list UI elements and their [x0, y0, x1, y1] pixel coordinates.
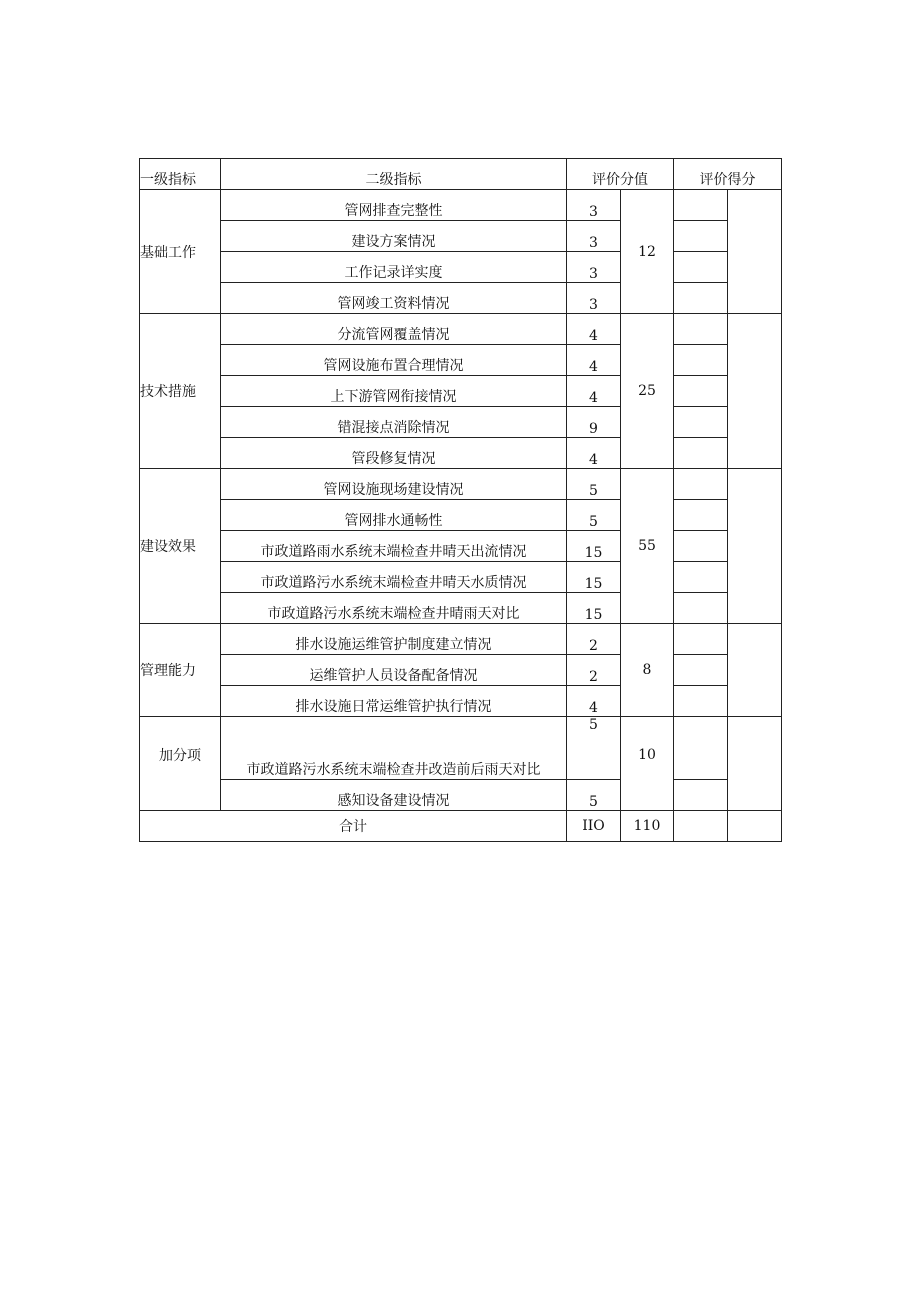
group-got-cell	[728, 624, 782, 717]
item-label: 市政道路污水系统末端检查井晴雨天对比	[221, 593, 567, 624]
header-score-value: 评价分值	[567, 159, 674, 190]
item-label: 错混接点消除情况	[221, 407, 567, 438]
total-score: IIO	[567, 811, 621, 842]
item-score: 2	[567, 655, 621, 686]
group-total: 12	[621, 190, 674, 314]
table-row	[140, 780, 782, 811]
table-row	[140, 686, 782, 717]
total-sum: 110	[621, 811, 674, 842]
group-got-cell	[728, 469, 782, 624]
table-row	[140, 407, 782, 438]
item-score: 5	[567, 500, 621, 531]
item-got-cell	[674, 624, 728, 655]
item-got-cell	[674, 469, 728, 500]
item-label: 分流管网覆盖情况	[221, 314, 567, 345]
item-got-cell	[674, 717, 728, 780]
item-score: 4	[567, 314, 621, 345]
group-name: 技术措施	[140, 314, 221, 469]
item-score: 5	[567, 469, 621, 500]
table-row	[140, 438, 782, 469]
table-row	[140, 252, 782, 283]
table-row	[140, 376, 782, 407]
group-name: 基础工作	[140, 190, 221, 314]
table-row	[140, 500, 782, 531]
item-score: 3	[567, 252, 621, 283]
table-row	[140, 345, 782, 376]
table-row	[140, 655, 782, 686]
total-row	[140, 811, 782, 842]
group-total: 10	[621, 717, 674, 811]
item-label: 运维管护人员设备配备情况	[221, 655, 567, 686]
total-got-cell	[674, 811, 728, 842]
item-score: 15	[567, 593, 621, 624]
item-got-cell	[674, 376, 728, 407]
item-label: 建设方案情况	[221, 221, 567, 252]
group-name: 管理能力	[140, 624, 221, 717]
item-got-cell	[674, 655, 728, 686]
item-got-cell	[674, 562, 728, 593]
group-total: 25	[621, 314, 674, 469]
item-label: 市政道路污水系统末端检查井改造前后雨天对比	[221, 717, 567, 780]
group-got-cell	[728, 314, 782, 469]
item-score: 4	[567, 438, 621, 469]
item-label: 管网竣工资料情况	[221, 283, 567, 314]
item-got-cell	[674, 438, 728, 469]
item-score: 15	[567, 562, 621, 593]
table-row	[140, 221, 782, 252]
table-row	[140, 624, 782, 655]
item-label: 管网排查完整性	[221, 190, 567, 221]
item-score: 3	[567, 221, 621, 252]
item-got-cell	[674, 593, 728, 624]
header-row	[140, 159, 782, 190]
item-got-cell	[674, 686, 728, 717]
item-label: 市政道路雨水系统末端检查井晴天出流情况	[221, 531, 567, 562]
item-got-cell	[674, 345, 728, 376]
total-label: 合计	[140, 811, 567, 842]
item-got-cell	[674, 500, 728, 531]
group-total: 8	[621, 624, 674, 717]
header-level2: 二级指标	[221, 159, 567, 190]
table-row	[140, 717, 782, 780]
item-score: 5	[567, 717, 621, 780]
item-score: 3	[567, 190, 621, 221]
group-got-cell	[728, 717, 782, 811]
table-row	[140, 283, 782, 314]
item-label: 排水设施日常运维管护执行情况	[221, 686, 567, 717]
item-score: 4	[567, 686, 621, 717]
item-got-cell	[674, 407, 728, 438]
item-label: 管网设施现场建设情况	[221, 469, 567, 500]
table-row	[140, 469, 782, 500]
table-row	[140, 314, 782, 345]
group-name: 加分项	[140, 717, 221, 811]
group-total: 55	[621, 469, 674, 624]
table-row	[140, 562, 782, 593]
group-name: 建设效果	[140, 469, 221, 624]
item-got-cell	[674, 314, 728, 345]
item-got-cell	[674, 221, 728, 252]
item-label: 工作记录详实度	[221, 252, 567, 283]
group-got-cell	[728, 190, 782, 314]
table-row	[140, 593, 782, 624]
table-row	[140, 531, 782, 562]
item-got-cell	[674, 283, 728, 314]
item-got-cell	[674, 780, 728, 811]
item-got-cell	[674, 252, 728, 283]
item-score: 9	[567, 407, 621, 438]
item-score: 2	[567, 624, 621, 655]
item-label: 感知设备建设情况	[221, 780, 567, 811]
item-label: 上下游管网衔接情况	[221, 376, 567, 407]
evaluation-table	[139, 158, 782, 842]
item-got-cell	[674, 190, 728, 221]
item-label: 管网设施布置合理情况	[221, 345, 567, 376]
item-got-cell	[674, 531, 728, 562]
item-score: 15	[567, 531, 621, 562]
item-score: 4	[567, 376, 621, 407]
table-row	[140, 190, 782, 221]
item-label: 市政道路污水系统末端检查井晴天水质情况	[221, 562, 567, 593]
header-level1: 一级指标	[140, 159, 221, 190]
item-label: 管段修复情况	[221, 438, 567, 469]
item-label: 管网排水通畅性	[221, 500, 567, 531]
total-got-sum-cell	[728, 811, 782, 842]
item-label: 排水设施运维管护制度建立情况	[221, 624, 567, 655]
item-score: 5	[567, 780, 621, 811]
item-score: 4	[567, 345, 621, 376]
item-score: 3	[567, 283, 621, 314]
header-score-got: 评价得分	[674, 159, 782, 190]
